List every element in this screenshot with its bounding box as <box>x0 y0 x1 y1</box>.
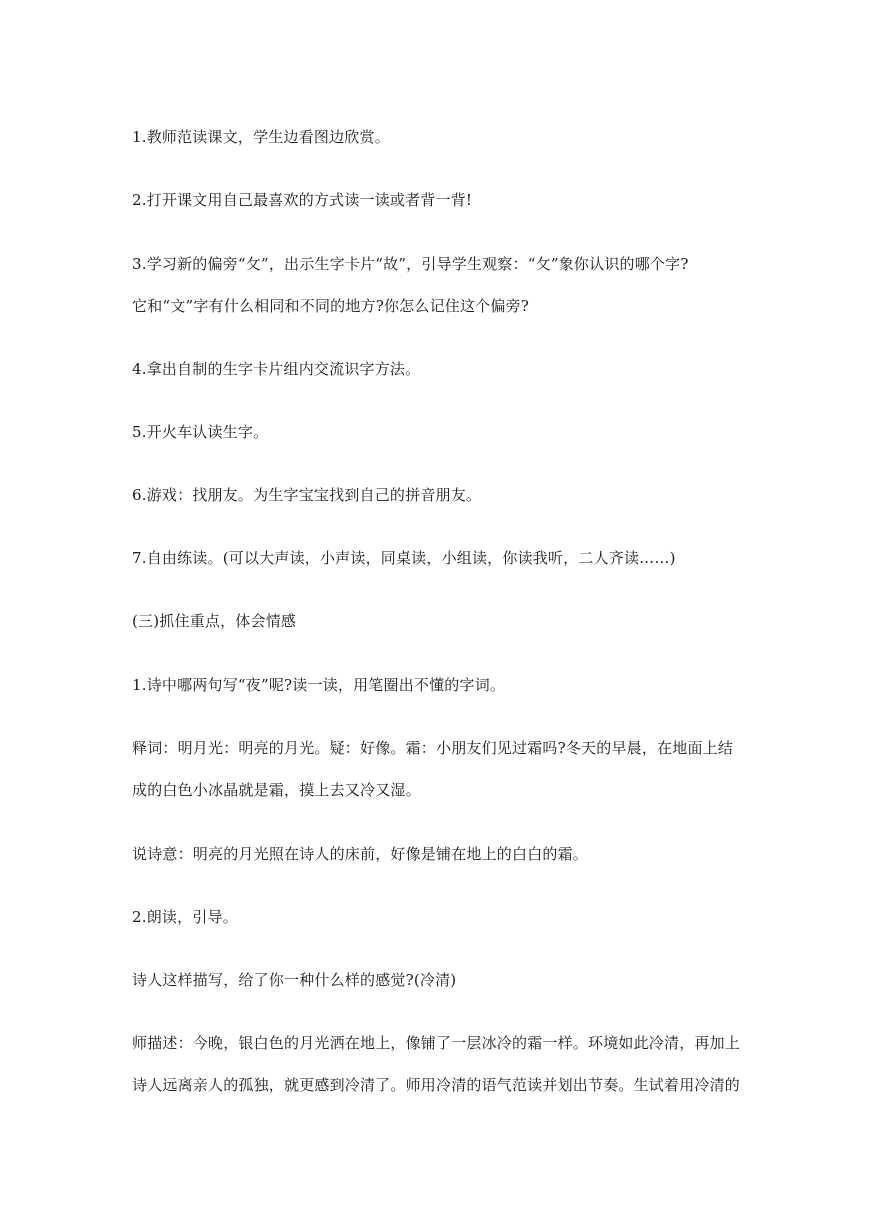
step-2-open-text: 2.打开课文用自己最喜欢的方式读一读或者背一背! <box>132 191 473 209</box>
teacher-description-cont: 诗人远离亲人的孤独，就更感到冷清了。师用冷清的语气范读并划出节奏。生试着用冷清的 <box>132 1076 741 1094</box>
teacher-description: 师描述：今晚，银白色的月光洒在地上，像铺了一层冰冷的霜一样。环境如此冷清，再加上 <box>132 1034 741 1052</box>
step-1-read-aloud: 1.教师范读课文，学生边看图边欣赏。 <box>132 128 390 146</box>
section3-step-2: 2.朗读，引导。 <box>132 908 238 926</box>
poem-meaning: 说诗意：明亮的月光照在诗人的床前，好像是铺在地上的白白的霜。 <box>132 845 589 863</box>
word-explanation: 释词：明月光：明亮的月光。疑：好像。霜：小朋友们见过霜吗?冬天的早晨，在地面上结 <box>132 739 734 757</box>
step-6-find-friends-game: 6.游戏：找朋友。为生字宝宝找到自己的拼音朋友。 <box>132 486 482 504</box>
step-3-new-radical-cont: 它和“文”字有什么相同和不同的地方?你怎么记住这个偏旁? <box>132 297 530 315</box>
step-3-new-radical: 3.学习新的偏旁“攵”，出示生字卡片“故”，引导学生观察：“攵”象你认识的哪个字? <box>132 255 689 273</box>
feeling-question: 诗人这样描写，给了你一种什么样的感觉?(冷清) <box>132 971 457 989</box>
step-7-free-reading: 7.自由练读。(可以大声读，小声读，同桌读，小组读，你读我听，二人齐读……) <box>132 549 676 567</box>
section-heading-3: (三)抓住重点，体会情感 <box>132 612 297 630</box>
step-4-character-cards: 4.拿出自制的生字卡片组内交流识字方法。 <box>132 360 421 378</box>
word-explanation-cont: 成的白色小冰晶就是霜，摸上去又冷又湿。 <box>132 781 421 799</box>
section3-step-1: 1.诗中哪两句写“夜”呢?读一读，用笔圈出不懂的字词。 <box>132 676 506 694</box>
step-5-train-reading: 5.开火车认读生字。 <box>132 423 269 441</box>
